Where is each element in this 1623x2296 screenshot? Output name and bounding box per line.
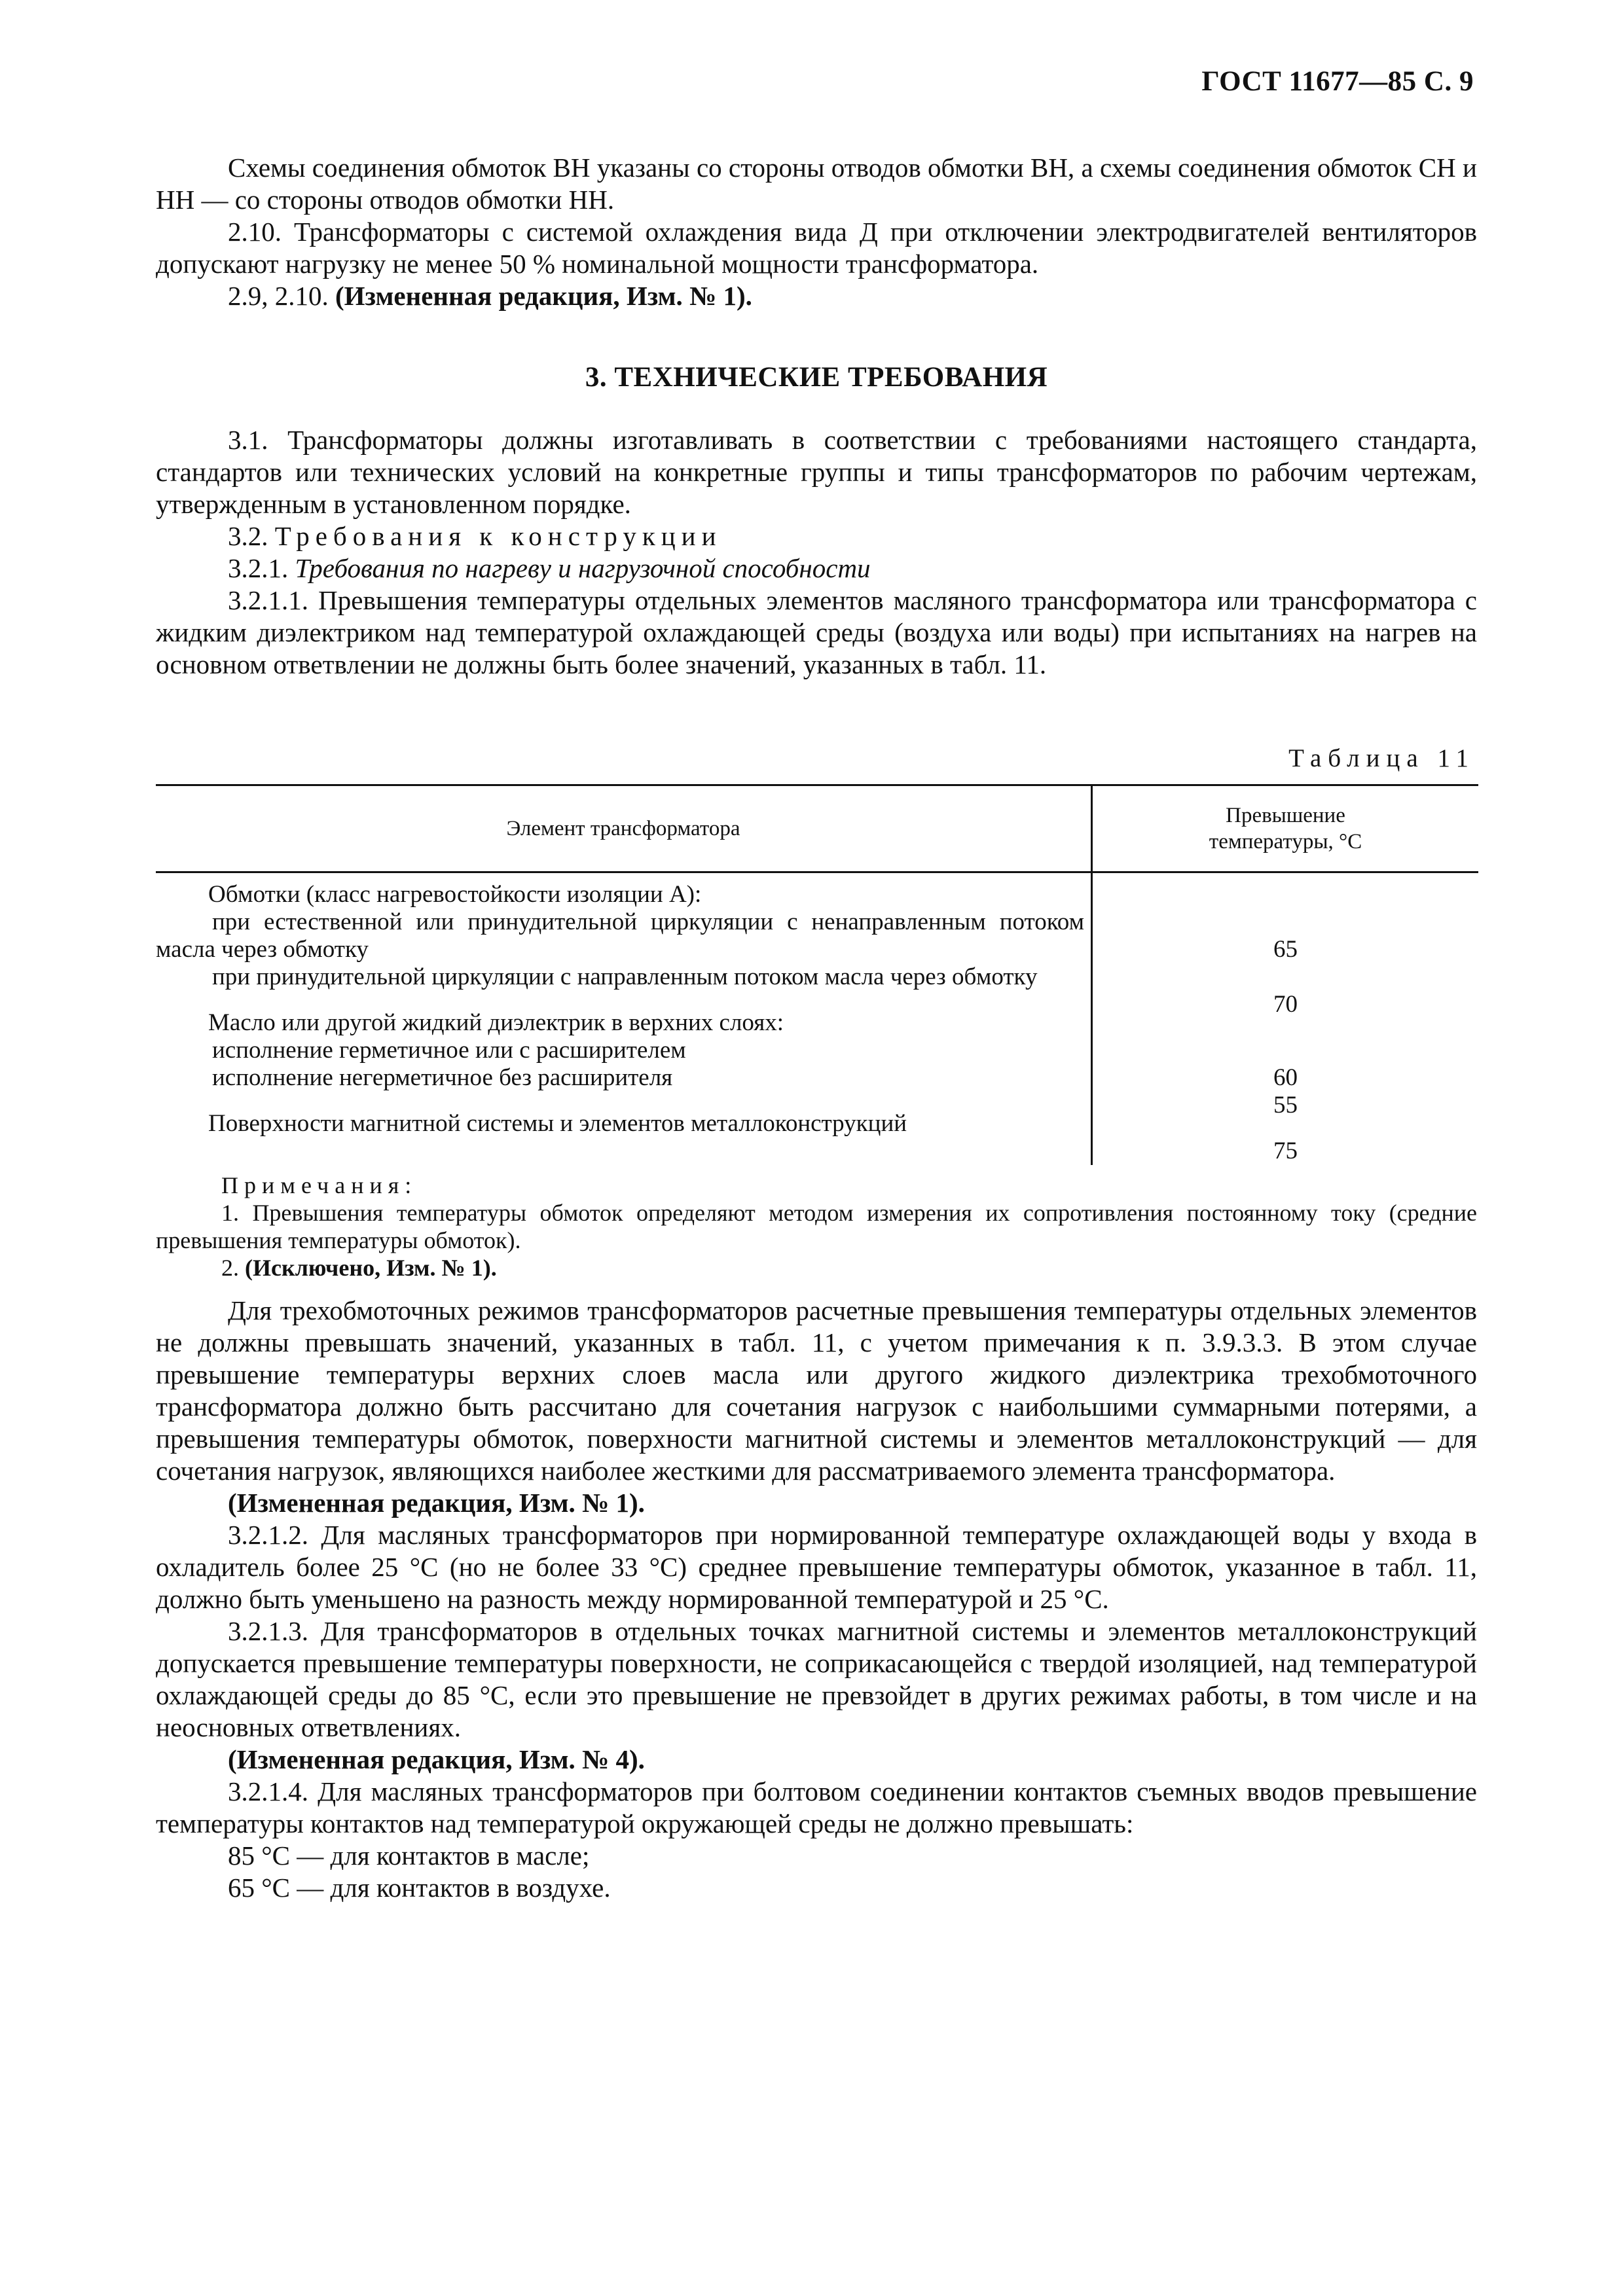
paragraph: 3.1. Трансформаторы должны изготавливать в соответствии с требованиями настоящего стандарта, стандартов или технических условий на конкретные группы и типы трансформаторов по рабочим чертежам, утвержденным в установленном порядке. bbox=[156, 425, 1477, 519]
table-value: 75 bbox=[1273, 1138, 1298, 1164]
table-cell: Обмотки (класс нагревостойкости изоляции А): bbox=[208, 881, 702, 908]
table bbox=[156, 784, 1478, 1165]
table-col-elements bbox=[156, 873, 1093, 1165]
table-cell: при естественной или принудительной циркуляции с ненаправленным потоком масла через обмотку bbox=[156, 908, 1084, 963]
paragraph: Для трехобмоточных режимов трансформаторов расчетные превышения температуры отдельных элементов не должны превышать значений, указанных в табл. 11, с учетом примечания к п. 3.9.3.3. В этом случае превышение температуры верхних слоев масла или другого жидкого диэлектрика трехобмоточного трансформатора должно быть рассчитано для сочетания нагрузок с наибольшими суммарными потерями, а превышения температуры обмоток, поверхности магнитной системы и элементов металлоконструкций — для сочетания нагрузок, являющихся наиболее жесткими для рассматриваемого элемента трансформатора. bbox=[156, 1295, 1477, 1486]
table-cell: Поверхности магнитной системы и элементов металлоконструкций bbox=[208, 1110, 907, 1137]
table-cell: исполнение негерметичное без расширителя bbox=[212, 1064, 673, 1091]
section-block bbox=[156, 424, 1477, 681]
table-value: 70 bbox=[1273, 991, 1298, 1018]
list-item: 85 °С — для контактов в масле; bbox=[228, 1840, 590, 1871]
list-item: 65 °С — для контактов в воздухе. bbox=[228, 1873, 611, 1903]
table-cell: при принудительной циркуляции с направленным потоком масла через обмотку bbox=[212, 963, 1038, 990]
table-notes bbox=[156, 1172, 1477, 1282]
table-value: 55 bbox=[1273, 1092, 1298, 1119]
subsection-title: Требования по нагреву и нагрузочной способности bbox=[295, 553, 871, 583]
paragraph: 3.2.1.4. Для масляных трансформаторов при болтовом соединении контактов съемных вводов превышение температуры контактов над температурой окружающей среды не должно превышать: bbox=[156, 1776, 1477, 1839]
paragraph: 3.2.1.1. Превышения температуры отдельных элементов масляного трансформатора или трансформатора с жидким диэлектриком над температурой охлаждающей среды (воздуха или воды) при испытаниях на нагрев на основном ответвлении не должны быть более значений, указанных в табл. 11. bbox=[156, 585, 1477, 679]
paragraph: 3.2.1.2. Для масляных трансформаторов при нормированной температуре охлаждающей воды у входа в охладитель более 25 °С (но не более 33 °С) среднее превышение температуры обмоток, указанное в табл. 11, должно быть уменьшено на разность между нормированной температурой и 25 °С. bbox=[156, 1520, 1477, 1614]
subsection-number: 3.2. bbox=[228, 521, 275, 551]
table-caption: Таблица 11 bbox=[1288, 744, 1475, 772]
amendment-note: (Измененная редакция, Изм. № 1). bbox=[335, 281, 752, 311]
paragraph: 3.2.1.3. Для трансформаторов в отдельных точках магнитной системы и элементов металлоконструкций допускается превышение температуры поверхности, не соприкасающейся с твердой изоляцией, над температурой охлаждающей среды до 85 °С, если это превышение не превзойдет в других режимах работы, в том числе и на неосновных ответвлениях. bbox=[156, 1616, 1477, 1742]
amendment-note: (Измененная редакция, Изм. № 1). bbox=[228, 1488, 645, 1518]
table-body bbox=[156, 873, 1478, 1165]
paragraph: Схемы соединения обмоток ВН указаны со стороны отводов обмотки ВН, а схемы соединения обмоток СН и НН — со стороны отводов обмотки НН. bbox=[156, 152, 1477, 215]
column-header-temperature bbox=[1093, 786, 1478, 871]
subsection-title: Требования к конструкции bbox=[274, 521, 722, 551]
note-item bbox=[156, 1254, 1477, 1282]
amendment-note: (Измененная редакция, Изм. № 4). bbox=[228, 1744, 645, 1774]
section-title: 3. ТЕХНИЧЕСКИЕ ТРЕБОВАНИЯ bbox=[585, 362, 1048, 393]
intro-block bbox=[156, 152, 1477, 312]
table-col-values bbox=[1093, 873, 1478, 1165]
notes-title: Примечания: bbox=[221, 1172, 418, 1198]
subsection-heading bbox=[156, 552, 1477, 584]
note-item: 1. Превышения температуры обмоток определяют методом измерения их сопротивления постоянному току (средние превышения температуры обмоток). bbox=[156, 1200, 1477, 1253]
amendment-paragraph bbox=[156, 280, 1477, 312]
after-table-block bbox=[156, 1295, 1477, 1904]
table-cell: Масло или другой жидкий диэлектрик в верхних слоях: bbox=[208, 1009, 784, 1036]
page-header: ГОСТ 11677—85 С. 9 bbox=[1201, 66, 1474, 97]
table-header-row bbox=[156, 786, 1478, 873]
table-value: 60 bbox=[1273, 1064, 1298, 1091]
paragraph-ref: 2.9, 2.10. bbox=[228, 281, 335, 311]
subsection-number: 3.2.1. bbox=[228, 553, 295, 583]
table-cell: исполнение герметичное или с расширителем bbox=[212, 1037, 686, 1064]
column-header-element: Элемент трансформатора bbox=[156, 786, 1093, 871]
table-value: 65 bbox=[1273, 936, 1298, 963]
note-number: 2. bbox=[221, 1255, 245, 1281]
paragraph: 2.10. Трансформаторы с системой охлаждения вида Д при отключении электродвигателей вентиляторов допускают нагрузку не менее 50 % номинальной мощности трансформатора. bbox=[156, 217, 1477, 279]
header-line: Превышение bbox=[1226, 804, 1345, 827]
header-line: температуры, °С bbox=[1209, 830, 1362, 853]
subsection-heading bbox=[156, 520, 1477, 552]
amendment-note: (Исключено, Изм. № 1). bbox=[245, 1255, 497, 1281]
